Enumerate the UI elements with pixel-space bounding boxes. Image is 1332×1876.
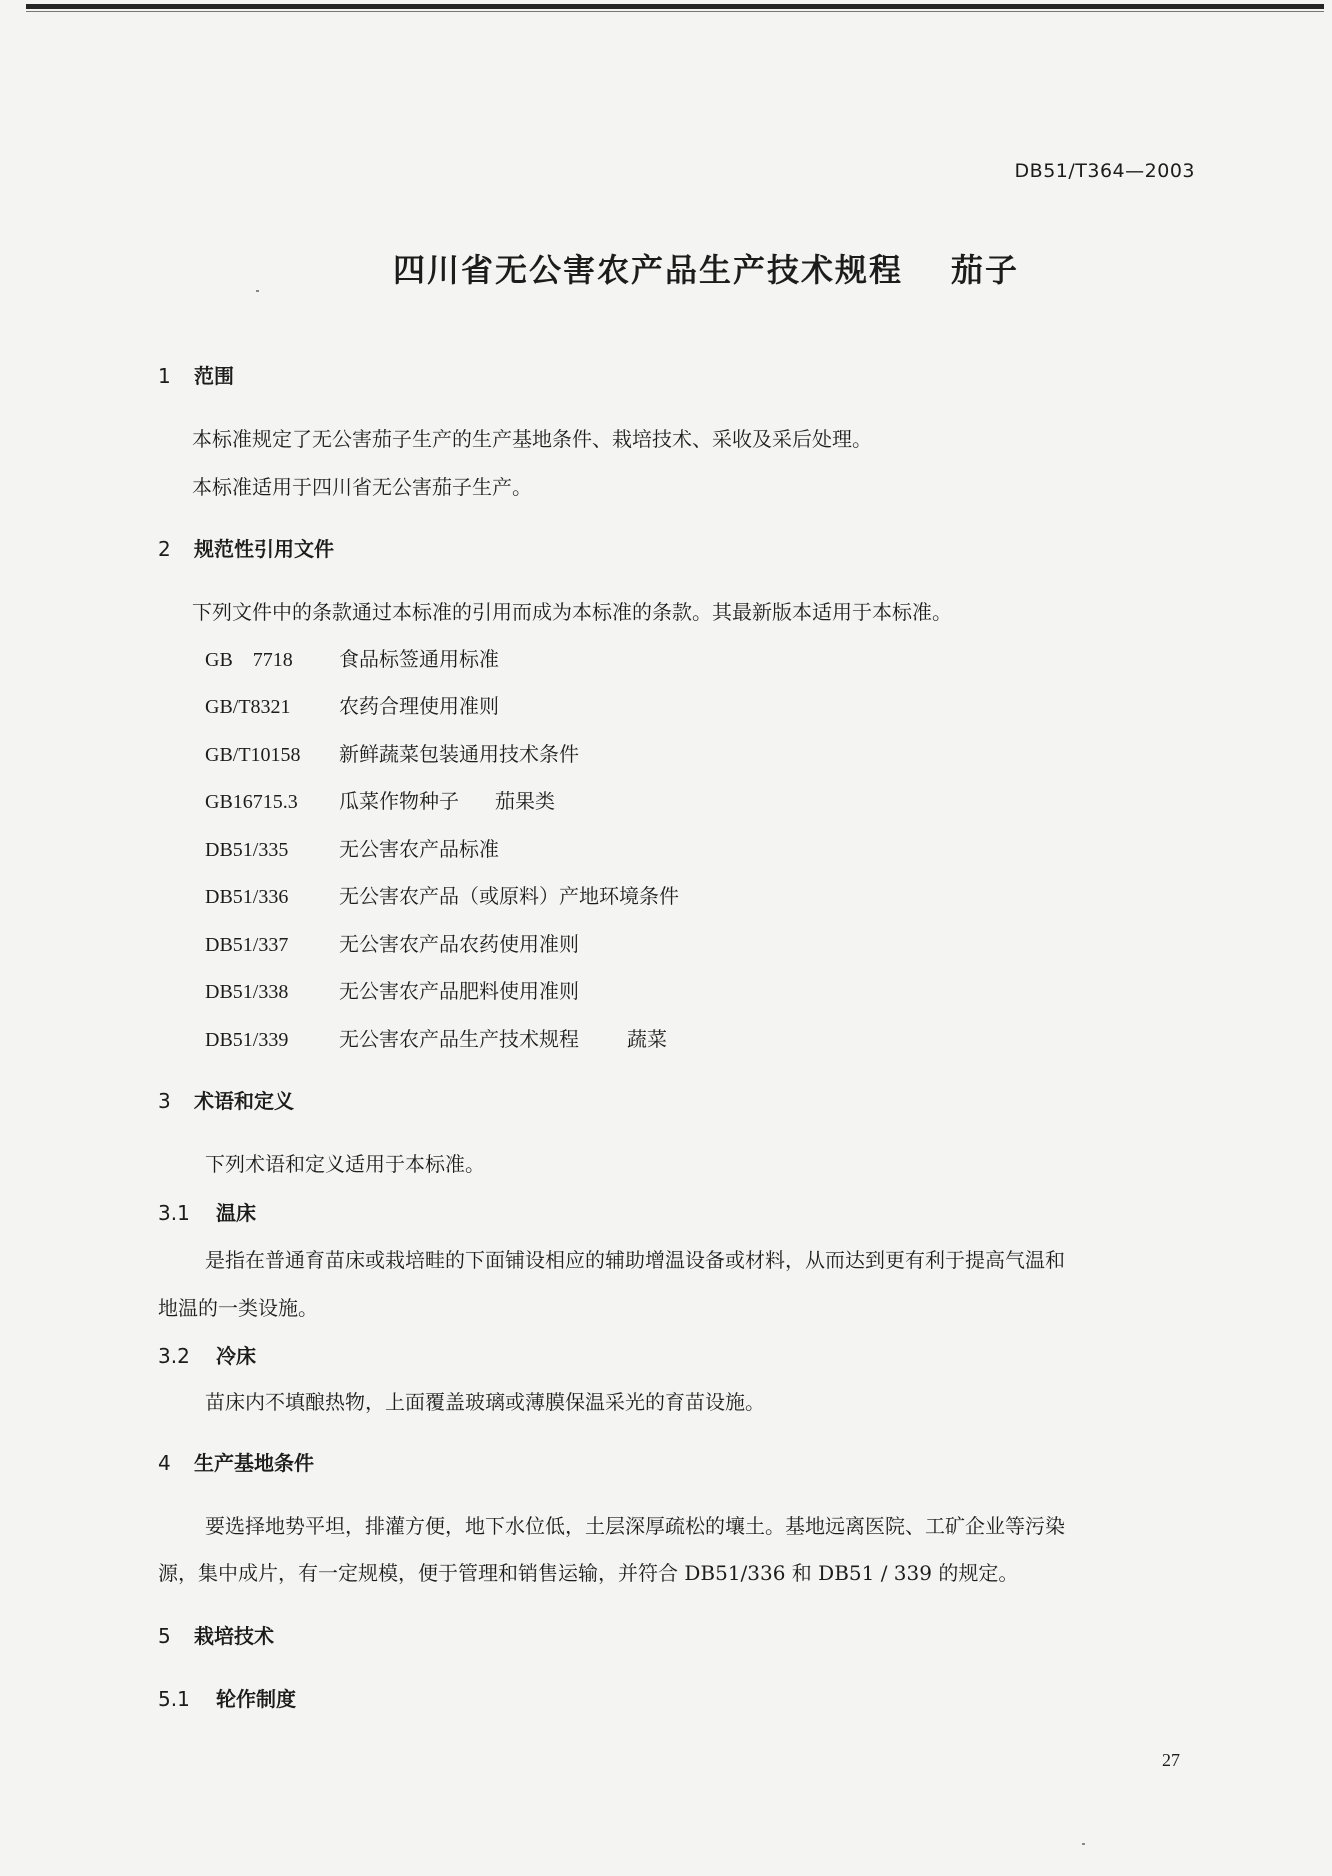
reference-code: DB51/338 [205,981,289,1003]
reference-code: GB 7718 [205,649,293,671]
section-number: 5.1 [158,1687,190,1711]
reference-name: 无公害农产品标准 [339,837,499,861]
reference-code: DB51/339 [205,1029,289,1051]
reference-item [205,880,679,909]
paragraph: 下列文件中的条款通过本标准的引用而成为本标准的条款。其最新版本适用于本标准。 [192,600,952,624]
title-main: 四川省无公害农产品生产技术规程 [392,251,903,289]
paragraph: 要选择地势平坦，排灌方便，地下水位低，土层深厚疏松的壤土。基地远离医院、工矿企业等污染 [205,1514,1065,1538]
reference-item [205,928,579,957]
paragraph: 本标准适用于四川省无公害茄子生产。 [192,475,532,499]
page-title [0,245,1332,291]
reference-code: DB51/335 [205,839,289,861]
section-1-heading [158,360,234,389]
section-2-heading [158,533,334,562]
document-code: DB51/T364—2003 [1014,160,1195,182]
reference-item [205,975,579,1004]
paragraph-continuation: 源，集中成片，有一定规模，便于管理和销售运输，并符合 DB51/336 和 DB51 / 339 的规定。 [158,1561,1019,1585]
section-title: 栽培技术 [194,1624,274,1648]
reference-code: GB16715.3 [205,791,298,813]
reference-code: DB51/337 [205,934,289,956]
section-title: 轮作制度 [216,1687,296,1711]
reference-code: GB/T10158 [205,744,301,766]
paragraph: 本标准规定了无公害茄子生产的生产基地条件、栽培技术、采收及采后处理。 [192,427,872,451]
section-title: 温床 [216,1201,256,1225]
reference-item [205,1023,667,1052]
section-5-heading [158,1620,274,1649]
subsection-3-2-heading [158,1340,256,1369]
subsection-5-1-heading [158,1683,296,1712]
reference-name: 瓜菜作物种子 [339,789,459,813]
reference-name: 无公害农产品（或原料）产地环境条件 [339,884,679,908]
paragraph-continuation: 地温的一类设施。 [158,1296,318,1320]
top-border-thin-rule [26,11,1324,12]
reference-item [205,833,499,862]
reference-name: 农药合理使用准则 [339,694,499,718]
section-number: 4 [158,1451,171,1475]
reference-item [205,643,499,672]
reference-code: GB/T8321 [205,696,291,718]
top-border-rule [26,4,1324,9]
page-number: 27 [1162,1750,1180,1770]
reference-code: DB51/336 [205,886,289,908]
reference-name: 食品标签通用标准 [339,647,499,671]
reference-name: 无公害农产品肥料使用准则 [339,979,579,1003]
paragraph: 是指在普通育苗床或栽培畦的下面铺设相应的辅助增温设备或材料，从而达到更有利于提高气温和 [205,1248,1065,1272]
title-sub: 茄子 [951,251,1020,289]
reference-item [205,690,499,719]
reference-item [205,738,579,767]
reference-extra: 蔬菜 [627,1027,667,1051]
section-title: 冷床 [216,1344,256,1368]
section-number: 2 [158,537,171,561]
subsection-3-1-heading [158,1197,256,1226]
reference-name: 新鲜蔬菜包装通用技术条件 [339,742,579,766]
section-number: 5 [158,1624,171,1648]
section-number: 3.2 [158,1344,190,1368]
reference-extra: 茄果类 [495,789,555,813]
section-title: 范围 [194,364,234,388]
paragraph: 下列术语和定义适用于本标准。 [205,1152,485,1176]
section-4-heading [158,1447,314,1476]
section-title: 术语和定义 [194,1089,294,1113]
reference-name: 无公害农产品生产技术规程 [339,1027,579,1051]
section-number: 3 [158,1089,171,1113]
section-number: 3.1 [158,1201,190,1225]
reference-name: 无公害农产品农药使用准则 [339,932,579,956]
scan-speck [256,290,259,292]
paragraph: 苗床内不填酿热物，上面覆盖玻璃或薄膜保温采光的育苗设施。 [205,1390,765,1414]
section-number: 1 [158,364,171,388]
reference-item [205,785,555,814]
scan-speck [1082,1843,1085,1845]
section-3-heading [158,1085,294,1114]
section-title: 生产基地条件 [194,1451,314,1475]
section-title: 规范性引用文件 [194,537,334,561]
